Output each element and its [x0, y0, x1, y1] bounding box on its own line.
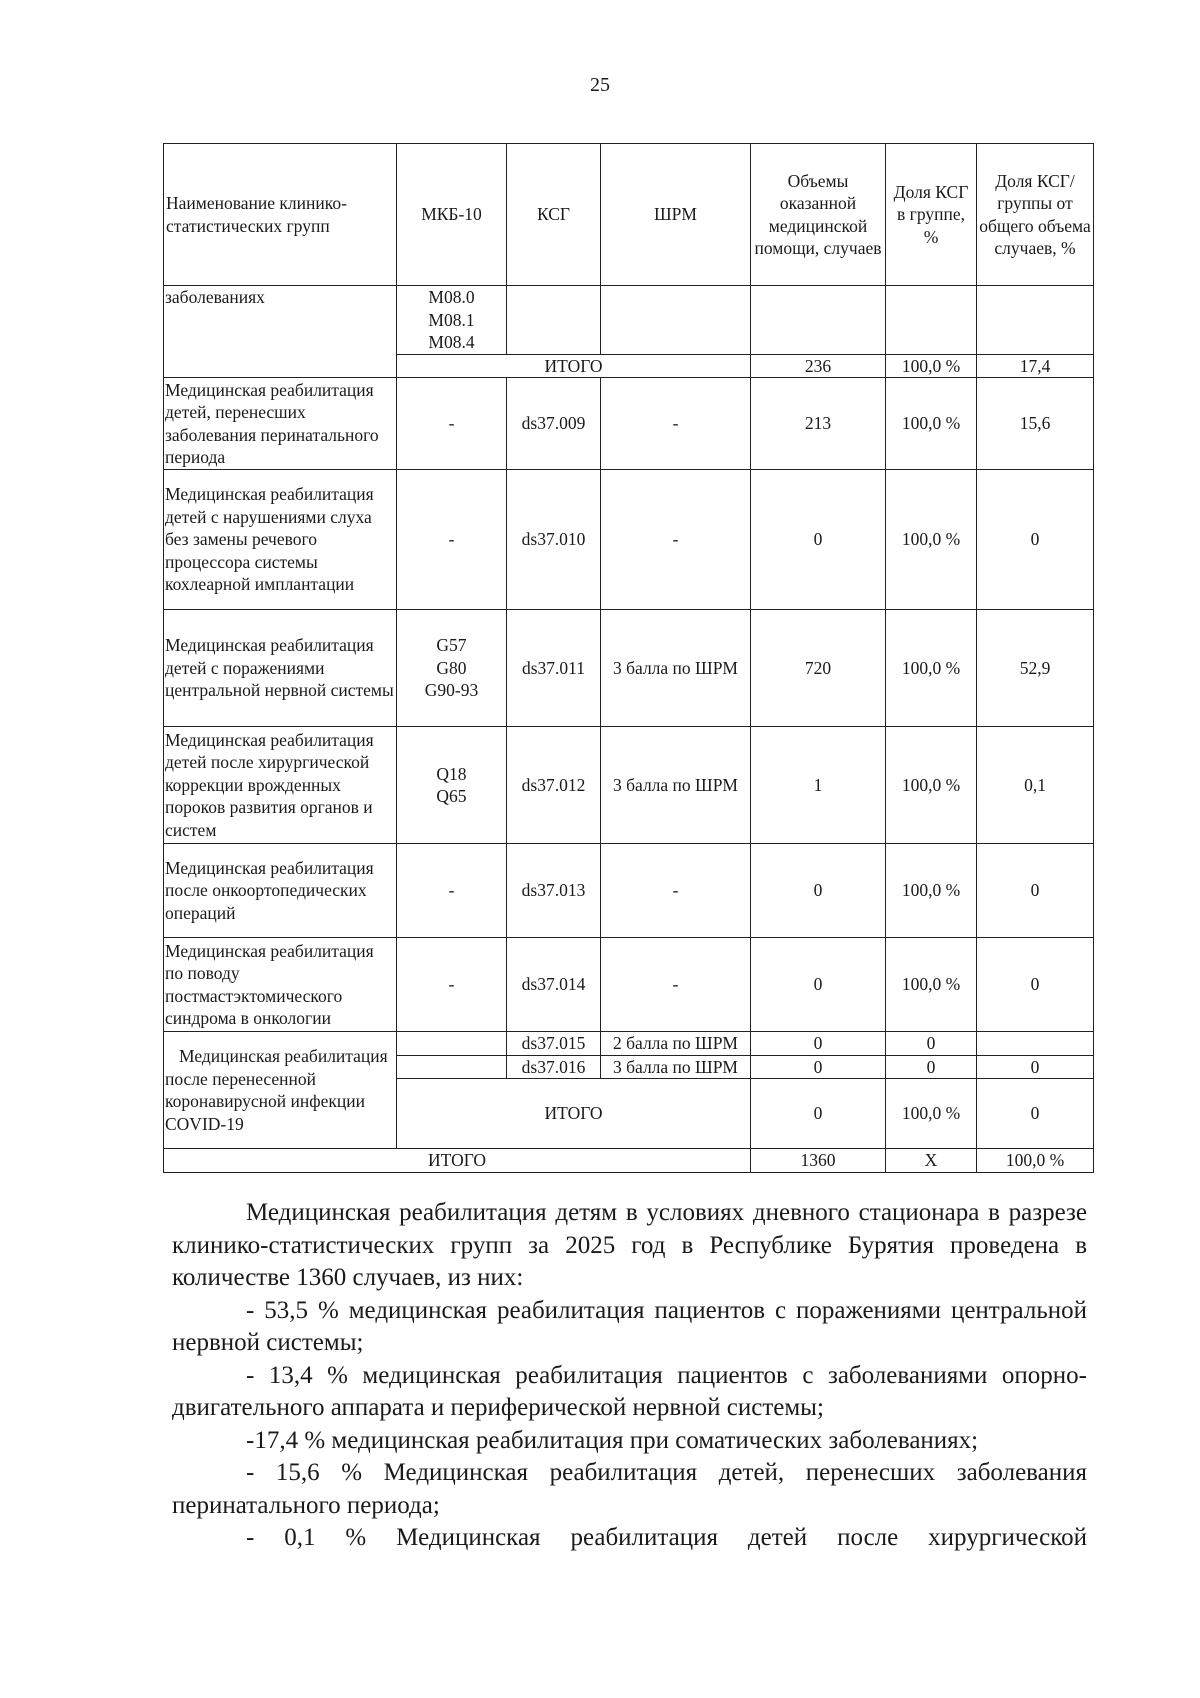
- header-share-all: Доля КСГ/группы от общего объема случаев, %: [977, 144, 1094, 286]
- row-share-group: 100,0 %: [886, 938, 977, 1032]
- empty-cell: [601, 286, 751, 355]
- row-share-all: 0: [977, 938, 1094, 1032]
- row-shrm: -: [601, 844, 751, 938]
- empty-cell: [886, 286, 977, 355]
- row-mkb: -: [397, 378, 507, 470]
- header-shrm: ШРМ: [601, 144, 751, 286]
- row-volume: 0: [751, 1032, 886, 1056]
- row-ksg: ds37.014: [507, 938, 601, 1032]
- row-mkb: Q18 Q65: [397, 727, 507, 844]
- header-group-name: Наименование клинико-статистических групп: [164, 144, 397, 286]
- row-share-all: 0: [977, 470, 1094, 610]
- row-shrm: -: [601, 378, 751, 470]
- row-name: Медицинская реабилитация детей, перенесших заболевания перинатального периода: [164, 378, 397, 470]
- page-number: 25: [590, 74, 610, 96]
- mkb-code: M08.0: [428, 287, 475, 307]
- row-share-group: 0: [886, 1055, 977, 1079]
- subtotal-share-group: 100,0 %: [886, 1079, 977, 1149]
- row-ksg: ds37.015: [507, 1032, 601, 1056]
- row-volume: 1: [751, 727, 886, 844]
- row-share-group: 100,0 %: [886, 470, 977, 610]
- grand-total-row: [164, 1149, 1094, 1173]
- row-name-continued: заболеваниях: [164, 286, 397, 378]
- row-name: Медицинская реабилитация детей с нарушениями слуха без замены речевого процессора системы кохлеарной имплантации: [164, 470, 397, 610]
- ksg-statistics-table: [163, 143, 1094, 1173]
- row-volume: 0: [751, 844, 886, 938]
- row-name: Медицинская реабилитация детей после хирургической коррекции врожденных пороков развития органов и систем: [164, 727, 397, 844]
- row-name-covid: Медицинская реабилитация после перенесенной коронавирусной инфекции COVID-19: [164, 1032, 397, 1149]
- row-shrm: 3 балла по ШРМ: [601, 1055, 751, 1079]
- row-mkb: [397, 1055, 507, 1079]
- table-row-covid-sub: [164, 1032, 1094, 1056]
- paragraph: - 53,5 % медицинская реабилитация пациентов с поражениями центральной нервной системы;: [172, 1296, 1087, 1356]
- grand-total-label: ИТОГО: [164, 1149, 751, 1173]
- mkb-code: M08.1: [428, 309, 475, 330]
- row-volume: 0: [751, 470, 886, 610]
- row-shrm: -: [601, 470, 751, 610]
- row-volume: 0: [751, 938, 886, 1032]
- empty-cell: [507, 286, 601, 355]
- table-row: [164, 470, 1094, 610]
- row-share-all: [977, 1032, 1094, 1056]
- row-ksg: ds37.016: [507, 1055, 601, 1079]
- row-share-all: 0: [977, 1055, 1094, 1079]
- row-ksg: ds37.009: [507, 378, 601, 470]
- grand-total-share-all: 100,0 %: [977, 1149, 1094, 1173]
- grand-total-volume: 1360: [751, 1149, 886, 1173]
- paragraph: Медицинская реабилитация детям в условиях дневного стационара в разрезе клинико-статистических групп за 2025 год в Республике Бурятия проведена в количестве 1360 случаев, из них:: [172, 1199, 1087, 1291]
- row-volume: 0: [751, 1055, 886, 1079]
- row-mkb: -: [397, 844, 507, 938]
- row-ksg: ds37.012: [507, 727, 601, 844]
- row-share-all: 0: [977, 844, 1094, 938]
- subtotal-share-all: 17,4: [977, 354, 1094, 378]
- paragraph: - 0,1 % Медицинская реабилитация детей после хирургической: [246, 1524, 1087, 1551]
- subtotal-share-all: 0: [977, 1079, 1094, 1149]
- empty-cell: [977, 286, 1094, 355]
- row-ksg: ds37.013: [507, 844, 601, 938]
- subtotal-label: ИТОГО: [397, 354, 751, 378]
- mkb-code: M08.4: [428, 332, 475, 352]
- paragraph: -17,4 % медицинская реабилитация при соматических заболеваниях;: [246, 1426, 979, 1454]
- row-name: Медицинская реабилитация после онкоортопедических операций: [164, 844, 397, 938]
- header-share-group: Доля КСГ в группе, %: [886, 144, 977, 286]
- row-name: Медицинская реабилитация детей с поражениями центральной нервной системы: [164, 610, 397, 727]
- row-name: Медицинская реабилитация по поводу постмастэктомического синдрома в онкологии: [164, 938, 397, 1032]
- row-share-all: 0,1: [977, 727, 1094, 844]
- row-ksg: ds37.010: [507, 470, 601, 610]
- row-share-group: 100,0 %: [886, 727, 977, 844]
- row-mkb-continued: [397, 286, 507, 355]
- table-header-row: [164, 144, 1094, 286]
- subtotal-volume: 0: [751, 1079, 886, 1149]
- table-row: [164, 938, 1094, 1032]
- empty-cell: [751, 286, 886, 355]
- row-volume: 213: [751, 378, 886, 470]
- row-volume: 720: [751, 610, 886, 727]
- header-ksg: КСГ: [507, 144, 601, 286]
- subtotal-volume: 236: [751, 354, 886, 378]
- grand-total-share-group: Х: [886, 1149, 977, 1173]
- table-row: [164, 844, 1094, 938]
- subtotal-share-group: 100,0 %: [886, 354, 977, 378]
- table-row: [164, 378, 1094, 470]
- body-text: [172, 1197, 1087, 1555]
- paragraph: - 13,4 % медицинская реабилитация пациентов с заболеваниями опорно-двигательного аппарата и периферической нервной системы;: [172, 1361, 1087, 1421]
- row-share-group: 100,0 %: [886, 610, 977, 727]
- row-ksg: ds37.011: [507, 610, 601, 727]
- header-volume: Объемы оказанной медицинской помощи, случаев: [751, 144, 886, 286]
- paragraph: - 15,6 % Медицинская реабилитация детей, перенесших заболевания перинатального периода;: [172, 1459, 1087, 1519]
- table-row: [164, 727, 1094, 844]
- row-shrm: 3 балла по ШРМ: [601, 727, 751, 844]
- row-share-all: 15,6: [977, 378, 1094, 470]
- row-shrm: 2 балла по ШРМ: [601, 1032, 751, 1056]
- header-mkb: МКБ-10: [397, 144, 507, 286]
- row-mkb: -: [397, 938, 507, 1032]
- row-mkb: [397, 1032, 507, 1056]
- row-share-group: 100,0 %: [886, 378, 977, 470]
- row-shrm: -: [601, 938, 751, 1032]
- table-row: [164, 286, 1094, 355]
- row-shrm: 3 балла по ШРМ: [601, 610, 751, 727]
- subtotal-label: ИТОГО: [397, 1079, 751, 1149]
- row-share-group: 0: [886, 1032, 977, 1056]
- table-row: [164, 610, 1094, 727]
- row-share-all: 52,9: [977, 610, 1094, 727]
- row-share-group: 100,0 %: [886, 844, 977, 938]
- row-mkb: G57 G80 G90-93: [397, 610, 507, 727]
- row-mkb: -: [397, 470, 507, 610]
